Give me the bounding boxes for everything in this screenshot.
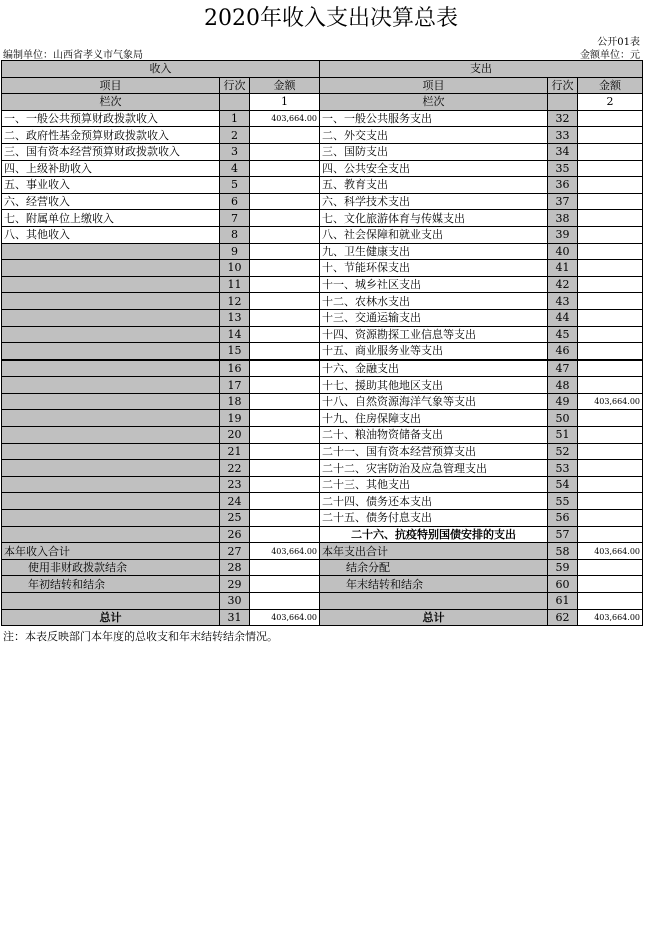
table-row [2, 393, 643, 410]
income-line-no: 9 [220, 243, 250, 260]
expense-amount [578, 143, 643, 160]
expense-line-no: 46 [548, 343, 578, 360]
summary-row [2, 593, 643, 610]
income-amount [250, 393, 320, 410]
expense-item: 本年支出合计 [320, 543, 548, 560]
table-row [2, 493, 643, 510]
expense-item: 十八、自然资源海洋气象等支出 [320, 393, 548, 410]
expense-line-no: 39 [548, 226, 578, 243]
income-amount [250, 559, 320, 576]
income-amount [250, 226, 320, 243]
income-line-no: 6 [220, 193, 250, 210]
expense-line-no: 48 [548, 377, 578, 394]
expense-line-no: 58 [548, 543, 578, 560]
expense-item: 六、科学技术支出 [320, 193, 548, 210]
expense-line-no: 34 [548, 143, 578, 160]
expense-amount [578, 177, 643, 194]
expense-item: 九、卫生健康支出 [320, 243, 548, 260]
expense-amount [578, 243, 643, 260]
summary-row [2, 609, 643, 626]
income-amount [250, 309, 320, 326]
income-line-no: 29 [220, 576, 250, 593]
income-amount [250, 443, 320, 460]
income-amount [250, 377, 320, 394]
income-line-no: 2 [220, 127, 250, 144]
expense-amount [578, 127, 643, 144]
income-amount [250, 293, 320, 310]
expense-line-no: 37 [548, 193, 578, 210]
expense-item: 二十六、抗疫特别国债安排的支出 [320, 526, 548, 543]
expense-amount [578, 160, 643, 177]
expense-item: 结余分配 [320, 559, 548, 576]
expense-line-no: 56 [548, 510, 578, 527]
income-line-no: 26 [220, 526, 250, 543]
expense-amount [578, 260, 643, 277]
expense-line-no: 35 [548, 160, 578, 177]
expense-amount [578, 326, 643, 343]
income-amount [250, 593, 320, 610]
table-row [2, 160, 643, 177]
income-item [2, 276, 220, 293]
expense-item: 八、社会保障和就业支出 [320, 226, 548, 243]
income-line-no: 15 [220, 343, 250, 360]
table-row [2, 260, 643, 277]
expense-line-no: 45 [548, 326, 578, 343]
income-amount: 403,664.00 [250, 543, 320, 560]
income-line-no: 1 [220, 110, 250, 127]
expense-line-no: 49 [548, 393, 578, 410]
income-amount [250, 177, 320, 194]
table-row [2, 127, 643, 144]
income-amount [250, 343, 320, 360]
table-row [2, 343, 643, 360]
expense-line-no: 62 [548, 609, 578, 626]
expense-amount [578, 210, 643, 227]
expense-amount [578, 593, 643, 610]
expense-amount [578, 443, 643, 460]
income-line-no: 13 [220, 309, 250, 326]
expense-line-no: 33 [548, 127, 578, 144]
income-amount [250, 276, 320, 293]
table-row [2, 526, 643, 543]
expense-item: 二十四、债务还本支出 [320, 493, 548, 510]
expense-item: 十七、援助其他地区支出 [320, 377, 548, 394]
form-code: 公开01表 [597, 37, 640, 48]
expense-item: 四、公共安全支出 [320, 160, 548, 177]
income-line-no: 28 [220, 559, 250, 576]
income-line-no: 8 [220, 226, 250, 243]
expense-amount-header: 金额 [578, 77, 643, 94]
table-row [2, 177, 643, 194]
expense-line-no: 40 [548, 243, 578, 260]
income-item [2, 526, 220, 543]
table-row [2, 276, 643, 293]
expense-line-no: 47 [548, 360, 578, 377]
table-row [2, 460, 643, 477]
summary-row [2, 543, 643, 560]
income-line-no: 27 [220, 543, 250, 560]
income-item [2, 510, 220, 527]
income-amount [250, 410, 320, 427]
expense-amount [578, 360, 643, 377]
expense-amount [578, 193, 643, 210]
expense-amount [578, 460, 643, 477]
table-row [2, 293, 643, 310]
summary-row [2, 576, 643, 593]
expense-line-no: 60 [548, 576, 578, 593]
income-item: 总计 [2, 609, 220, 626]
expense-line-no: 43 [548, 293, 578, 310]
expense-line-no: 52 [548, 443, 578, 460]
expense-line-no: 51 [548, 427, 578, 444]
income-amount [250, 260, 320, 277]
income-item: 本年收入合计 [2, 543, 220, 560]
income-line-no: 25 [220, 510, 250, 527]
expense-amount [578, 427, 643, 444]
income-line-no: 23 [220, 476, 250, 493]
expense-item: 十二、农林水支出 [320, 293, 548, 310]
expense-line-no: 61 [548, 593, 578, 610]
income-amount [250, 526, 320, 543]
expense-amount [578, 377, 643, 394]
expense-line-no: 59 [548, 559, 578, 576]
table-note: 注：本表反映部门本年度的总收支和年末结转结余情况。 [3, 630, 278, 643]
expense-col-index: 2 [578, 94, 643, 111]
income-line-no: 5 [220, 177, 250, 194]
expense-amount [578, 493, 643, 510]
column-index-row [2, 94, 643, 111]
table-row [2, 226, 643, 243]
expense-item: 二十五、债务付息支出 [320, 510, 548, 527]
income-item [2, 493, 220, 510]
income-item: 二、政府性基金预算财政拨款收入 [2, 127, 220, 144]
income-line-no: 16 [220, 360, 250, 377]
table-row [2, 193, 643, 210]
table-row [2, 360, 643, 377]
expense-line-no: 50 [548, 410, 578, 427]
income-item [2, 243, 220, 260]
table-row [2, 410, 643, 427]
income-amount [250, 576, 320, 593]
expense-amount: 403,664.00 [578, 543, 643, 560]
income-amount [250, 143, 320, 160]
income-amount [250, 493, 320, 510]
table-row [2, 377, 643, 394]
income-amount: 403,664.00 [250, 609, 320, 626]
income-item: 六、经营收入 [2, 193, 220, 210]
table-row [2, 476, 643, 493]
expense-amount [578, 110, 643, 127]
income-item: 五、事业收入 [2, 177, 220, 194]
org-label: 编制单位：山西省孝义市气象局 [3, 50, 143, 61]
expense-item: 年末结转和结余 [320, 576, 548, 593]
income-amount [250, 460, 320, 477]
expense-item: 一、一般公共服务支出 [320, 110, 548, 127]
expense-amount [578, 276, 643, 293]
expense-item: 二、外交支出 [320, 127, 548, 144]
expense-amount [578, 410, 643, 427]
expense-amount [578, 510, 643, 527]
income-item [2, 360, 220, 377]
income-amount [250, 427, 320, 444]
income-amount [250, 160, 320, 177]
expense-line-no: 38 [548, 210, 578, 227]
expense-amount [578, 309, 643, 326]
table-row [2, 510, 643, 527]
income-line-no: 11 [220, 276, 250, 293]
expense-line-no: 32 [548, 110, 578, 127]
income-item: 年初结转和结余 [2, 576, 220, 593]
income-line-no: 20 [220, 427, 250, 444]
expense-item-header: 项目 [320, 77, 548, 94]
section-header-row [2, 61, 643, 78]
expense-amount [578, 559, 643, 576]
income-item [2, 293, 220, 310]
expense-amount [578, 476, 643, 493]
expense-header: 支出 [320, 61, 643, 78]
expense-item: 二十三、其他支出 [320, 476, 548, 493]
income-line-no: 12 [220, 293, 250, 310]
expense-amount [578, 343, 643, 360]
income-line-blank [220, 94, 250, 111]
income-col-index: 1 [250, 94, 320, 111]
expense-item: 十九、住房保障支出 [320, 410, 548, 427]
income-line-no: 14 [220, 326, 250, 343]
income-item [2, 326, 220, 343]
income-item: 八、其他收入 [2, 226, 220, 243]
expense-line-no: 41 [548, 260, 578, 277]
expense-item: 三、国防支出 [320, 143, 548, 160]
expense-amount [578, 576, 643, 593]
expense-line-no: 53 [548, 460, 578, 477]
income-amount [250, 510, 320, 527]
income-item: 七、附属单位上缴收入 [2, 210, 220, 227]
income-item [2, 593, 220, 610]
income-amount: 403,664.00 [250, 110, 320, 127]
income-amount [250, 243, 320, 260]
expense-item: 二十二、灾害防治及应急管理支出 [320, 460, 548, 477]
table-row [2, 143, 643, 160]
report-title: 2020年收入支出决算总表 [204, 6, 458, 31]
summary-row [2, 559, 643, 576]
income-line-header: 行次 [220, 77, 250, 94]
expense-item: 五、教育支出 [320, 177, 548, 194]
income-amount [250, 360, 320, 377]
expense-item: 总计 [320, 609, 548, 626]
expense-amount [578, 293, 643, 310]
expense-item [320, 593, 548, 610]
income-item [2, 377, 220, 394]
income-amount [250, 210, 320, 227]
expense-item: 十三、交通运输支出 [320, 309, 548, 326]
income-item [2, 427, 220, 444]
expense-line-no: 44 [548, 309, 578, 326]
expense-item: 十四、资源勘探工业信息等支出 [320, 326, 548, 343]
unit-label: 金额单位：元 [580, 50, 640, 61]
income-line-no: 31 [220, 609, 250, 626]
expense-line-header: 行次 [548, 77, 578, 94]
expense-amount: 403,664.00 [578, 393, 643, 410]
income-line-no: 24 [220, 493, 250, 510]
expense-item: 十一、城乡社区支出 [320, 276, 548, 293]
expense-line-no: 54 [548, 476, 578, 493]
income-line-no: 7 [220, 210, 250, 227]
column-header-row [2, 77, 643, 94]
income-line-no: 30 [220, 593, 250, 610]
income-item [2, 476, 220, 493]
income-amount [250, 326, 320, 343]
income-item [2, 343, 220, 360]
expense-item: 二十、粮油物资储备支出 [320, 427, 548, 444]
income-line-no: 22 [220, 460, 250, 477]
table-row [2, 427, 643, 444]
income-item [2, 460, 220, 477]
income-line-no: 4 [220, 160, 250, 177]
income-line-no: 10 [220, 260, 250, 277]
income-item: 使用非财政拨款结余 [2, 559, 220, 576]
income-item [2, 309, 220, 326]
expense-line-no: 42 [548, 276, 578, 293]
income-line-no: 3 [220, 143, 250, 160]
expense-item: 七、文化旅游体育与传媒支出 [320, 210, 548, 227]
income-item [2, 443, 220, 460]
income-amount [250, 127, 320, 144]
table-row [2, 243, 643, 260]
income-item: 三、国有资本经营预算财政拨款收入 [2, 143, 220, 160]
expense-column-label: 栏次 [320, 94, 548, 111]
income-item [2, 410, 220, 427]
expense-amount [578, 526, 643, 543]
expense-line-no: 36 [548, 177, 578, 194]
expense-item: 十五、商业服务业等支出 [320, 343, 548, 360]
expense-line-no: 57 [548, 526, 578, 543]
expense-line-no: 55 [548, 493, 578, 510]
income-line-no: 21 [220, 443, 250, 460]
table-row [2, 443, 643, 460]
income-line-no: 17 [220, 377, 250, 394]
expense-amount [578, 226, 643, 243]
expense-item: 十六、金融支出 [320, 360, 548, 377]
expense-line-blank [548, 94, 578, 111]
table-row [2, 210, 643, 227]
income-header: 收入 [2, 61, 320, 78]
table-row [2, 326, 643, 343]
income-item: 一、一般公共预算财政拨款收入 [2, 110, 220, 127]
expense-item: 二十一、国有资本经营预算支出 [320, 443, 548, 460]
income-item [2, 393, 220, 410]
income-amount [250, 476, 320, 493]
income-item-header: 项目 [2, 77, 220, 94]
table-row [2, 309, 643, 326]
income-column-label: 栏次 [2, 94, 220, 111]
income-item [2, 260, 220, 277]
income-expense-table [1, 60, 643, 626]
expense-item: 十、节能环保支出 [320, 260, 548, 277]
income-line-no: 18 [220, 393, 250, 410]
income-item: 四、上级补助收入 [2, 160, 220, 177]
expense-amount: 403,664.00 [578, 609, 643, 626]
table-row [2, 110, 643, 127]
income-amount [250, 193, 320, 210]
income-line-no: 19 [220, 410, 250, 427]
income-amount-header: 金额 [250, 77, 320, 94]
